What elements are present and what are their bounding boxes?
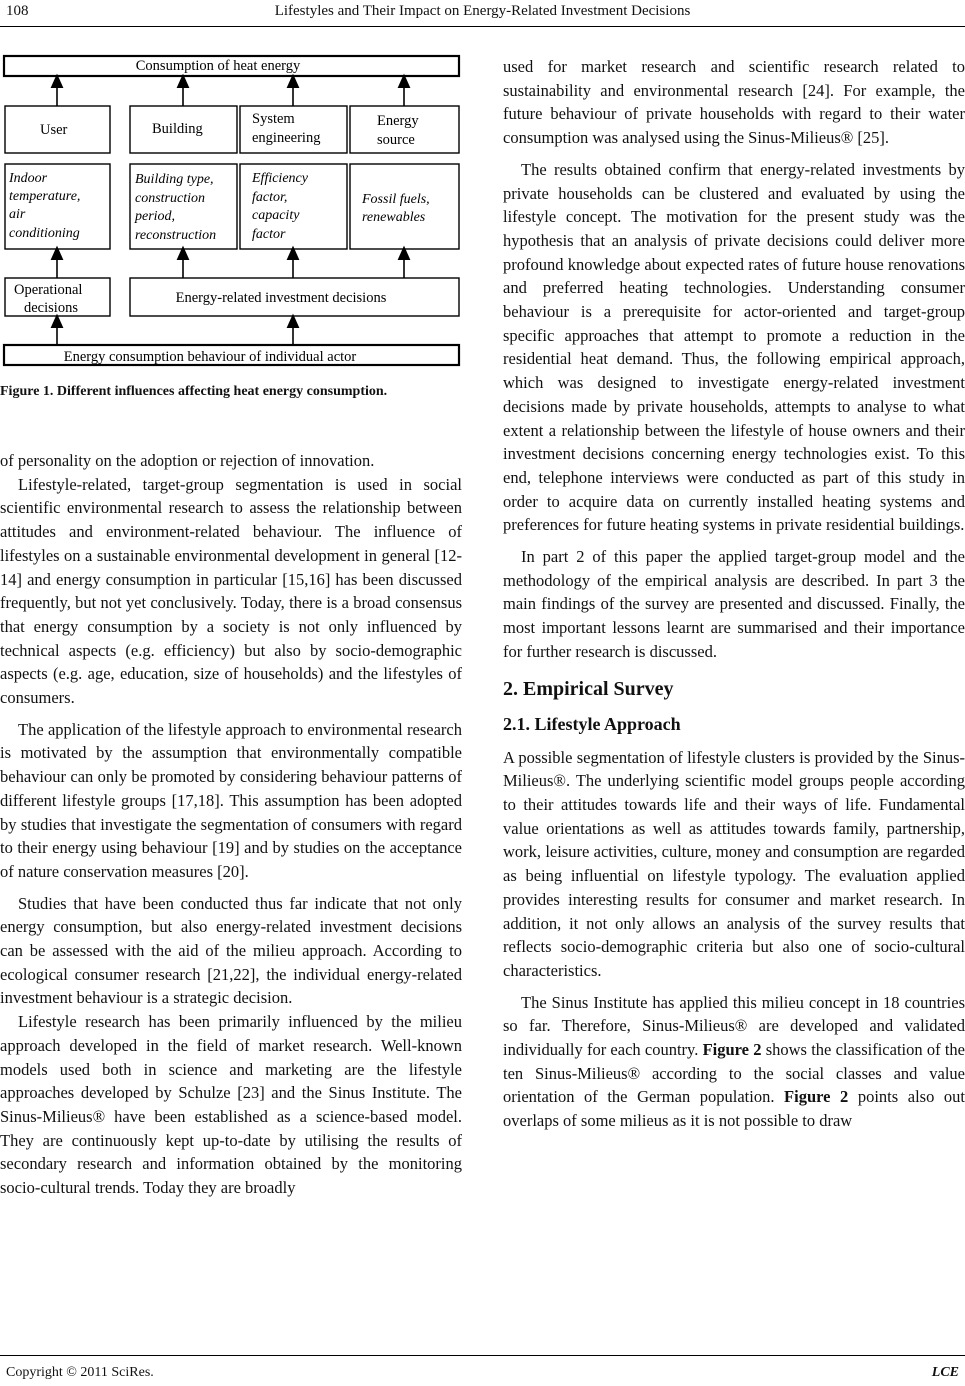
right-para-4 — [503, 991, 965, 1133]
footer-rule — [0, 1355, 965, 1356]
left-para-1: Lifestyle-related, target-group segmentation is used in social scientific environmental research to assess the relationship between attitudes and environment-related behaviour. The influence of lifestyles on a sustainable environmental development in general [12-14] and energy consumption in particular [15,16] has been discussed frequently, but not yet conclusively. Today, there is a broad consensus that energy consumption by a society is not only influenced by technical aspects (e.g. efficiency) but also by socio-demographic aspects (e.g. age, education, size of households) and the lifestyles of consumers. — [0, 474, 462, 708]
indoor-line-2: temperature, — [9, 189, 81, 204]
fossil-line-1: Fossil fuels, — [362, 192, 430, 207]
system-label-1: System — [252, 111, 295, 127]
figure-1-caption: Figure 1. Different influences affecting heat energy consumption. — [0, 384, 388, 399]
indoor-line-1: Indoor — [9, 171, 48, 186]
right-para-4-a: The Sinus Institute has applied this milieu concept in 18 countries so far. Therefore, Sinus-Milieus® are developed and validated individually for each country. — [503, 992, 965, 1060]
left-para-2: The application of the lifestyle approach to environmental research is motivated by the assumption that environmentally compatible behaviour can only be promoted by considering behaviour patterns of different lifestyle groups [17,18]. This assumption has been adopted by studies that investigate the segmentation of consumers with regard to their energy using behaviour [19] and by studies on the acceptance of nature conservation measures [20]. — [0, 719, 462, 881]
right-para-4-b: shows the classification of the ten Sinus-Milieus® according to the social classes and value orientation of the German population. — [503, 1040, 965, 1107]
building-label: Building — [152, 121, 203, 137]
operational-line-2: decisions — [24, 300, 78, 316]
investment-label: Energy-related investment decisions — [175, 290, 387, 306]
page-header — [0, 0, 965, 28]
eff-line-3: capacity — [252, 208, 300, 223]
copyright-text: Copyright © 2011 SciRes. — [6, 1365, 154, 1380]
left-para-4: Lifestyle research has been primarily influenced by the milieu approach developed in the field of market research. Well-known models used both in science and marketing are the lifestyle approaches developed by Schulze [23] and the Sinus Institute. The Sinus-Milieus® have been established as a science-based model. They are continuously kept up-to-date by utilising the results of secondary research and information obtained by the monitoring socio-cultural trends. Today they are broadly — [0, 1012, 462, 1198]
indoor-line-4: conditioning — [9, 226, 80, 241]
eff-line-2: factor, — [252, 190, 288, 205]
header-rule — [0, 26, 965, 27]
subsection-heading: 2.1. Lifestyle Approach — [503, 713, 681, 734]
btype-line-3: period, — [135, 209, 176, 224]
figure-2-ref-2[interactable]: Figure 2 — [784, 1087, 849, 1107]
figure-2-ref-1[interactable]: Figure 2 — [702, 1040, 762, 1060]
eff-line-1: Efficiency — [252, 171, 308, 186]
top-bar-label: Consumption of heat energy — [135, 58, 301, 74]
right-para-1: The results obtained confirm that energy-related investments by private households can be clustered and evaluated by using the lifestyle concept. The motivation for the present study was the hypothesis that an analysis of private decisions could deliver more profound knowledge about expected rates of future house renovations and preferred heating technologies. Understanding consumer behaviour is a prerequisite for actor-oriented and target-group specific approaches that attempt to promote a reduction in the residential heat demand. Thus, the following empirical approach, which was designed to investigate energy-related investment decisions made by private households, attempts to analyse to what extent a relationship between the lifestyle of house owners and their investment decisions concerning energy technologies exist. To this end, telephone interviews were conducted as part of this study in order to acquire data on currently installed heating systems and preferences for future heating systems in private residential buildings. — [503, 159, 965, 535]
left-para-3: Studies that have been conducted thus far indicate that not only energy consumption, but also energy-related investment decisions can be assessed with the aid of the milieu approach. According to ecological consumer research [21,22], the individual energy-related investment behaviour is a strategic decision. — [0, 893, 462, 1008]
right-para-2: In part 2 of this paper the applied target-group model and the methodology of the empirical analysis are described. In part 3 the main findings of the survey are presented and discussed. Finally, the most important lessons learnt are summarised and their importance for further research is discussed. — [503, 547, 965, 661]
operational-line-1: Operational — [14, 282, 83, 298]
journal-abbrev: LCE — [931, 1365, 959, 1380]
energy-source-label-2: source — [377, 132, 415, 148]
right-para-0: used for market research and scientific research related to sustainability and environmental research [24]. For example, the future behaviour of private households with regard to their water consumption was analysed using the Sinus-Milieus® [25]. — [503, 57, 965, 148]
bottom-bar-label: Energy consumption behaviour of individual actor — [63, 349, 357, 365]
page-footer — [0, 1355, 965, 1386]
btype-line-4: reconstruction — [135, 228, 217, 243]
system-label-2: engineering — [252, 130, 321, 146]
left-para-0: of personality on the adoption or rejection of innovation. — [0, 451, 375, 470]
page-number: 108 — [6, 3, 29, 19]
indoor-line-3: air — [9, 207, 26, 222]
btype-line-1: Building type, — [135, 172, 214, 187]
section-heading: 2. Empirical Survey — [503, 677, 674, 700]
eff-line-4: factor — [252, 227, 286, 242]
fossil-line-2: renewables — [362, 210, 426, 225]
running-title: Lifestyles and Their Impact on Energy-Related Investment Decisions — [274, 3, 691, 19]
user-label: User — [40, 122, 68, 138]
figure-1-diagram — [0, 50, 465, 372]
energy-source-label-1: Energy — [377, 113, 419, 129]
right-para-4-c: points also out overlaps of some milieus as it is not possible to draw — [503, 1087, 965, 1131]
btype-line-2: construction — [135, 191, 205, 206]
right-para-3: A possible segmentation of lifestyle clusters is provided by the Sinus-Milieus®. The underlying scientific model groups people according to their attitudes towards life and their ways of life. Fundamental value orientations as well as attitudes towards family, partnership, work, leisure activities, culture, money and consumption are regarded as being influential on lifestyle typology. The evaluation applied provides interesting results for consumer and market research. In addition, it not only allows an analysis of the survey results that reflects socio-demographic criteria but also one of socio-cultural characteristics. — [503, 747, 965, 980]
